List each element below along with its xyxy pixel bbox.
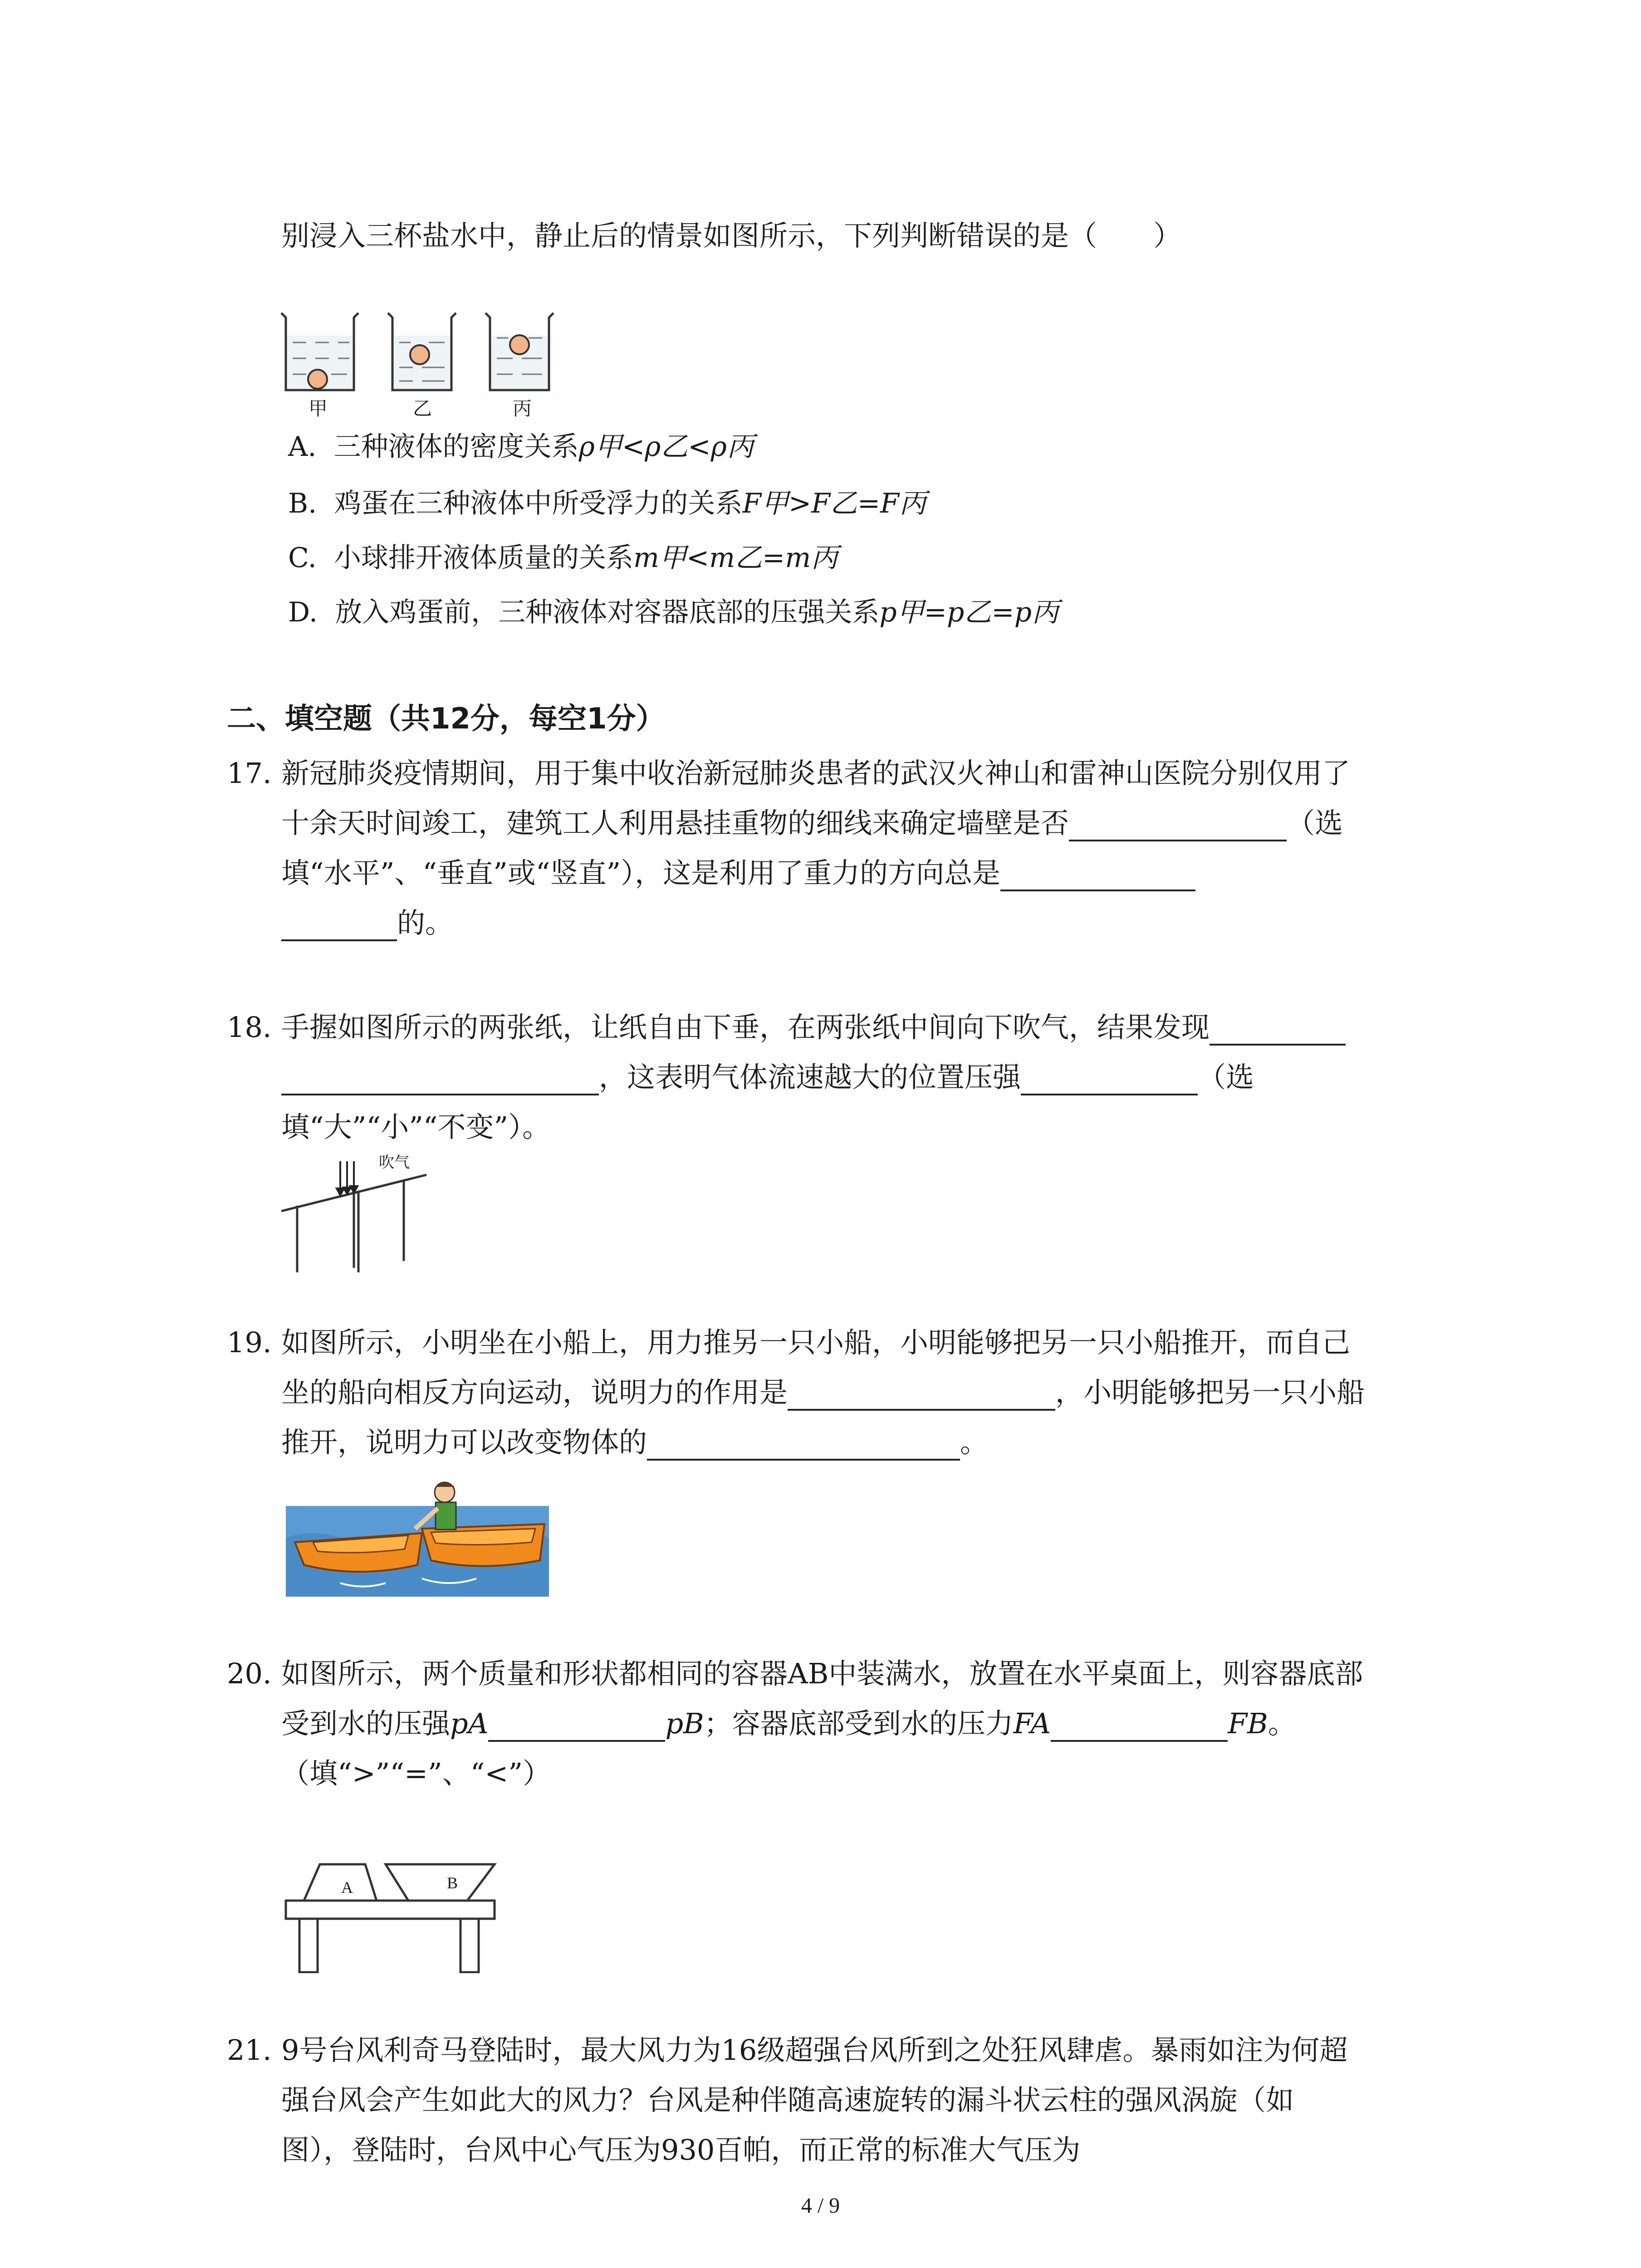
pB-symbol: pB — [665, 1707, 704, 1740]
q18-blank1-cont[interactable] — [281, 1064, 599, 1095]
air-arrows — [337, 1161, 358, 1195]
q17-line1: 新冠肺炎疫情期间，用于集中收治新冠肺炎患者的武汉火神山和雷神山医院分别仅用了 — [281, 757, 1351, 790]
q17-line4: 的。 — [281, 905, 453, 941]
table-top — [286, 1901, 495, 1919]
beaker-label-yi: 乙 — [413, 397, 432, 420]
q20-line3: （填“>”“=”、“<”） — [281, 1757, 551, 1790]
beaker-label-jia: 甲 — [309, 397, 328, 420]
container-a-label: A — [341, 1878, 353, 1897]
option-a: A. 三种液体的密度关系ρ甲<ρ乙<ρ丙 — [288, 431, 754, 463]
page-number: 4 / 9 — [801, 2194, 840, 2218]
option-b: B. 鸡蛋在三种液体中所受浮力的关系F甲>F乙=F丙 — [288, 488, 926, 519]
q20-blank2[interactable] — [1051, 1710, 1228, 1742]
FA-symbol: FA — [1013, 1707, 1051, 1740]
q17-number: 17. — [227, 757, 272, 790]
blow-label: 吹气 — [379, 1154, 410, 1172]
container-a — [304, 1864, 377, 1901]
beaker-label-bing: 丙 — [513, 397, 532, 420]
section-title: 二、填空题（共12分，每空1分） — [227, 702, 665, 736]
q17-blank2-cont[interactable] — [281, 909, 397, 941]
pA-symbol: pA — [450, 1707, 489, 1740]
FB-symbol: FB — [1228, 1707, 1268, 1740]
q18-line2: ，这表明气体流速越大的位置压强 （选 — [281, 1059, 1254, 1095]
q17-blank2[interactable] — [1000, 860, 1195, 891]
egg-bing — [510, 335, 529, 354]
egg-jia — [308, 370, 327, 389]
q19-line2: 坐的船向相反方向运动，说明力的作用是 ，小明能够把另一只小船 — [281, 1374, 1365, 1411]
boat-figure — [286, 1474, 549, 1597]
q20-line2: 受到水的压强pA pB；容器底部受到水的压力FA FB。 — [281, 1706, 1296, 1742]
q20-line1: 如图所示，两个质量和形状都相同的容器AB中装满水，放置在水平桌面上，则容器底部 — [281, 1657, 1363, 1690]
table-leg-left — [299, 1919, 318, 1972]
egg-yi — [410, 345, 429, 364]
q20-number: 20. — [227, 1657, 272, 1690]
q18-blank2[interactable] — [1021, 1064, 1198, 1095]
q16-stem: 别浸入三杯盐水中，静止后的情景如图所示，下列判断错误的是（ ） — [281, 219, 1182, 252]
table-leg-right — [460, 1919, 479, 1972]
q21-line3: 图），登陆时，台风中心气压为930百帕，而正常的标准大气压为 — [281, 2133, 1081, 2166]
q17-blank1[interactable] — [1069, 810, 1287, 841]
q19-number: 19. — [227, 1326, 272, 1359]
q18-line1: 手握如图所示的两张纸，让纸自由下垂，在两张纸中间向下吹气，结果发现 — [281, 1009, 1346, 1046]
q19-blank2[interactable] — [647, 1429, 960, 1461]
table-figure — [281, 1851, 508, 1973]
q18-line3: 填“大”“小”“不变”）。 — [281, 1110, 551, 1144]
option-c: C. 小球排开液体质量的关系m甲<m乙=m丙 — [288, 542, 838, 574]
q21-line2: 强台风会产生如此大的风力？台风是种伴随高速旋转的漏斗状云柱的强风涡旋（如 — [281, 2083, 1294, 2116]
q21-number: 21. — [227, 2033, 272, 2067]
option-d: D. 放入鸡蛋前，三种液体对容器底部的压强关系p甲=p乙=p丙 — [288, 596, 1059, 628]
q18-number: 18. — [227, 1011, 272, 1044]
q17-line2: 十余天时间竣工，建筑工人利用悬挂重物的细线来确定墙壁是否 （选 — [281, 805, 1343, 841]
container-b-label: B — [447, 1874, 458, 1892]
q19-blank1[interactable] — [788, 1379, 1055, 1411]
paper-figure — [272, 1152, 436, 1275]
q17-line3: 填“水平”、“垂直”或“竖直”），这是利用了重力的方向总是 — [281, 855, 1195, 891]
q20-blank1[interactable] — [488, 1710, 665, 1742]
q19-line1: 如图所示，小明坐在小船上，用力推另一只小船，小明能够把另一只小船推开，而自己 — [281, 1326, 1351, 1359]
q21-line1: 9号台风利奇马登陆时，最大风力为16级超强台风所到之处狂风肆虐。暴雨如注为何超 — [281, 2033, 1348, 2067]
q18-blank1[interactable] — [1210, 1014, 1346, 1046]
container-b — [386, 1864, 495, 1901]
q19-line3: 推开，说明力可以改变物体的 。 — [281, 1424, 988, 1461]
boy-body — [436, 1502, 456, 1530]
